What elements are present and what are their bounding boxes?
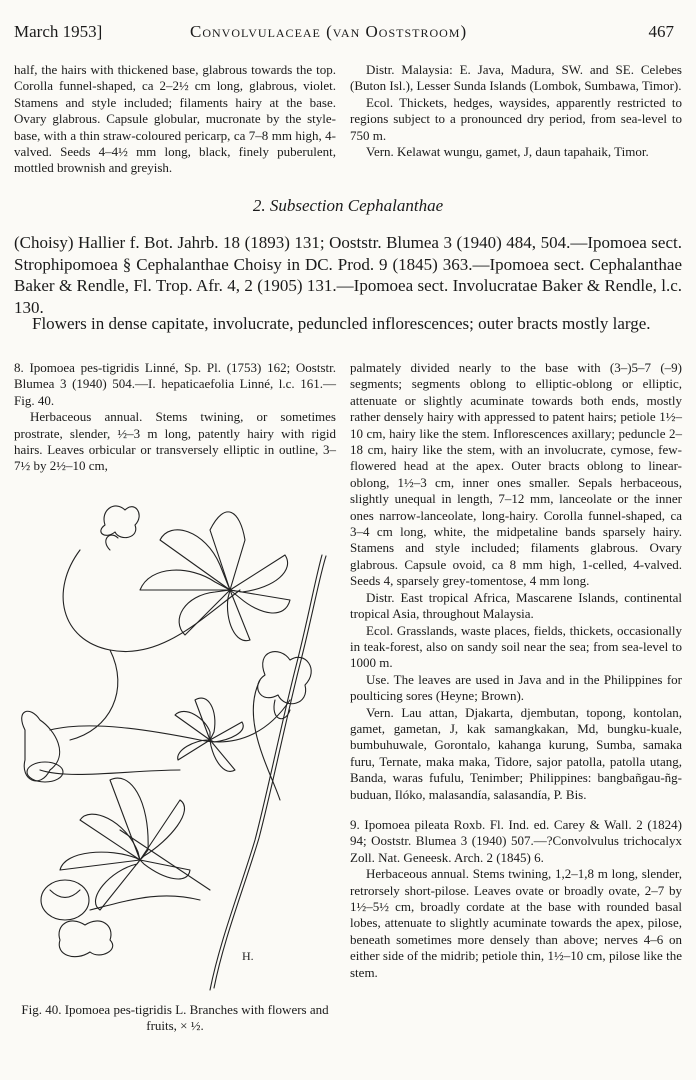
flower-head-center [258,652,312,719]
species-8-left-block [14,360,336,475]
ecology-paragraph: Ecol. Thickets, hedges, waysides, apparently restricted to regions subject to a pronounced dry period, from sea-level to 750 m. [350,94,682,143]
species-8-description: palmately divided nearly to the base with (3–)5–7 (–9) segments; segments oblong to elliptic-oblong or elliptic, attenuate or slightly acuminate towards both ends, mostly rather densely hairy with appressed to patent hairs; petiole 1½–10 cm, hairy like the stem. Inflorescences axillary; peduncle 2–18 cm, hairy like the stem, with an involucrate, cymose, few-flowered head at the apex. Outer bracts oblong to linear-oblong, 1½–3 cm, inner ones smaller. Sepals herbaceous, slightly unequal in length, 7–12 mm, lanceolate or the inner ones narrow-lanceolate, long-hairy. Corolla funnel-shaped, ca 3–4 cm long, white, the midpetaline bands sparsely hairy. Stamens and style included; filaments glabrous. Ovary glabrous. Capsule ovoid, ca 8 mm high, 1-celled, 4-valved. Seeds 4, sparsely grey-tomentose, 4 mm long. [350,360,682,589]
species-8-use: Use. The leaves are used in Java and in the Philippines for poulticing sores (Heyne; Brown). [350,671,682,704]
twining-branch [63,550,240,652]
species-7-continuation: half, the hairs with thickened base, glabrous towards the top. Corolla funnel-shaped, ca 2–2½ cm long, glabrous, violet. Stamens and style included; filaments hairy at the base. Ovary glabrous. Capsule globular, mucronate by the style-base, with a thin straw-coloured pericarp, ca 7–8 mm high, 4-valved. Seeds 4–4½ mm long, black, finely puberulent, mottled brownish and greyish. [14,62,336,176]
species-8-ecology: Ecol. Grasslands, waste places, fields, thickets, occasionally in teak-forest, also on sandy soil near the sea; from sea-level to 1000 m. [350,622,682,671]
flower-head-upper [101,506,139,550]
species-8-heading: 8. Ipomoea pes-tigridis Linné, Sp. Pl. (1753) 162; Ooststr. Blumea 3 (1940) 504.—I. hepaticaefolia Linné, l.c. 161.—Fig. 40. [14,360,336,408]
top-left-column [14,62,336,177]
page-number: 467 [648,22,674,41]
top-right-column [350,62,682,160]
flower-open-left [22,711,63,782]
artist-monogram: H. [242,949,254,963]
species-9-description: Herbaceous annual. Stems twining, 1,2–1,8 m long, slender, retrorsely short-pilose. Leaves ovate or broadly ovate, 2–7 by 1½–5½ cm, broadly cordate at the base with rounded basal lobes, attenuate to slightly acuminate towards the apex, pilose, beneath sometimes more densely than above; nerves 4–6 on either side of the midrib; petiole thin, 1½–10 cm, pilose like the stem. [350,866,682,980]
palmate-leaf-middle [175,698,243,771]
figure-caption: Fig. 40. Ipomoea pes-tigridis L. Branches with flowers and fruits, × ½. [21,1002,329,1033]
species-8-vernacular: Vern. Lau attan, Djakarta, djembutan, topong, kontolan, gamet, gametan, J, kak samangkakan, Md, bungku-kuale, bumbuhuwale, Gorontalo, kahanga kurung, Sumba, samaka furu, Ternate, maka maka, Tidore, sajor patolla, patolla utang, Banda, waras fufulu, Tenimber; Philippines: bangbañgau-ñg-buduan, Ilóko, malasandía, salasandía, P. Bis. [350,704,682,802]
subsection-description: Flowers in dense capitate, involucrate, peduncled inflorescences; outer bracts mostly large. [32,314,651,333]
vernacular-paragraph: Vern. Kelawat wungu, gamet, J, daun tapahaik, Timor. [366,144,649,160]
main-stem [210,555,322,990]
distribution-paragraph: Distr. Malaysia: E. Java, Madura, SW. and SE. Celebes (Buton Isl.), Lesser Sunda Islands (Lombok, Sumbawa, Timor). [350,62,682,94]
subsection-synonymy: (Choisy) Hallier f. Bot. Jahrb. 18 (1893) 131; Ooststr. Blumea 3 (1940) 484, 504.—Ipomoea sect. Strophipomoea § Cephalanthae Choisy in DC. Prod. 9 (1845) 363.—Ipomoea sect. Cephalanthae Baker & Rendle, Fl. Trop. Afr. 4, 2 (1905) 131.—Ipomoea sect. Involucratae Baker & Rendle, l.c. 130. [14,233,682,317]
subsection-title: 2. Subsection Cephalanthae [252,196,444,215]
right-column-main [350,360,682,981]
running-header-title: Convolvulaceae (van Ooststroom) [190,22,468,41]
species-8-intro: Herbaceous annual. Stems twining, or sometimes prostrate, slender, ½–3 m long, patently hairy with rigid hairs. Leaves orbicular or transversely elliptic in outline, 3–7½ by 2½–10 cm, [14,409,336,474]
running-header-date: March 1953] [14,22,103,41]
botanical-illustration [10,470,340,995]
flower-open-lower [41,880,89,920]
species-8-distribution: Distr. East tropical Africa, Mascarene Islands, continental tropical Asia, throughout Malaysia. [350,589,682,622]
species-9-heading: 9. Ipomoea pileata Roxb. Fl. Ind. ed. Carey & Wall. 2 (1824) 94; Ooststr. Blumea 3 (1940) 507.—?Convolvulus trichocalyx Zoll. Nat. Geneesk. Arch. 2 (1845) 6. [350,816,682,865]
palmate-leaf-upper [140,512,290,641]
flower-bud-lower [59,921,113,957]
